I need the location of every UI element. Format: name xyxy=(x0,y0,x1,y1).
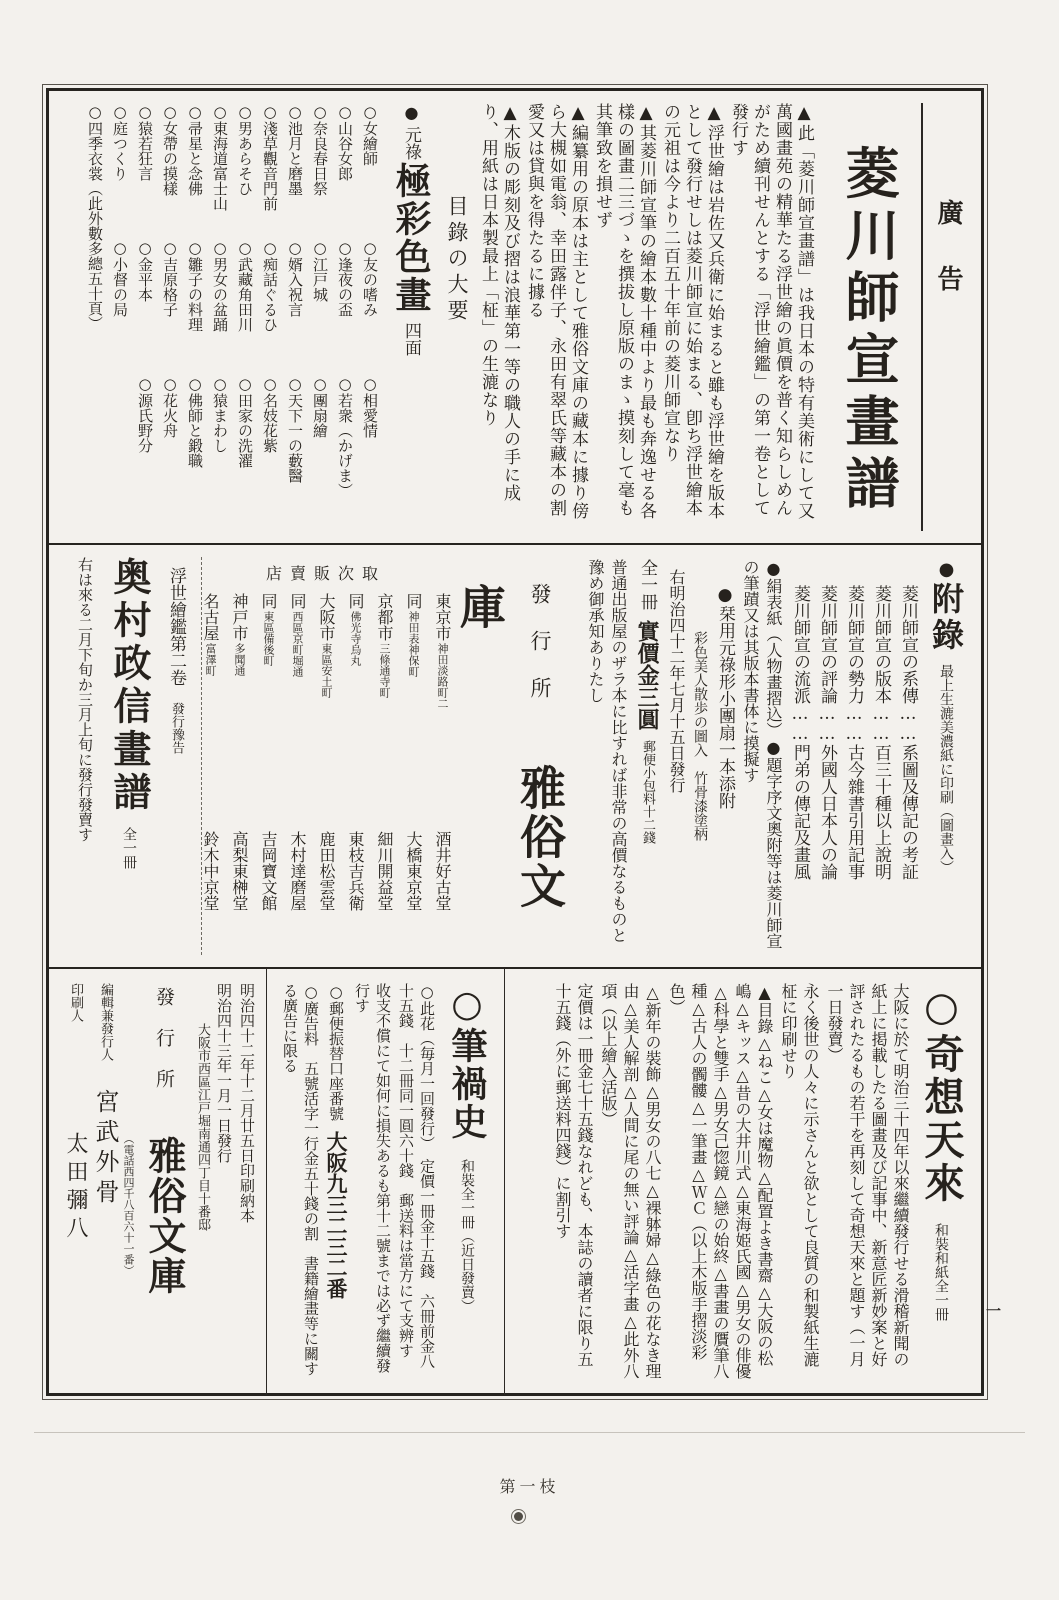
toc-item: ○武藏角田川 xyxy=(236,239,254,332)
distributor-street: 東區備後町 xyxy=(262,611,275,666)
distributors-header: 店賣販次取 xyxy=(265,564,386,583)
section-publisher-info xyxy=(49,543,981,967)
toc-item: ○帚星と念佛 xyxy=(186,103,204,196)
distributor-address xyxy=(370,593,398,831)
printer-label: 印刷人 xyxy=(68,983,83,1022)
kisotenrai-flow xyxy=(505,969,981,1395)
forthcoming-title: 奥村政信畫譜 xyxy=(107,557,152,815)
distributor-city: 京都市 xyxy=(375,593,394,641)
distributor-column xyxy=(428,593,456,953)
distributors-list xyxy=(195,593,457,953)
toc-item: ○猿若狂言 xyxy=(136,103,154,181)
bullet-icon: ● xyxy=(402,103,421,122)
hikkashi-paragraph: ○此花（毎月一回發行） 定價一冊金十五錢 六冊前金八十五錢 十二冊同一圓六十錢 郵送料は當方にて支辨す xyxy=(397,983,436,1369)
section-main-ad xyxy=(49,91,981,543)
toc-item: ○金平本 xyxy=(136,239,154,302)
distributor-column xyxy=(312,593,340,953)
kisotenrai-paragraph: 永く後世の人々に示さんと欲として良質の和製紙生漉柾に印刷せり xyxy=(779,983,820,1367)
bullet-icon: ● xyxy=(936,559,957,580)
postal-transfer-line xyxy=(323,983,349,1381)
postage-amount: 郵便小包料十二錢 xyxy=(640,740,655,844)
distributor-name: 吉岡寶文館 xyxy=(259,831,278,911)
distributor-column xyxy=(254,593,282,953)
toc-item: ○庭つくり xyxy=(111,103,129,181)
editor-label: 編輯兼發行人 xyxy=(98,983,113,1061)
signature-mark: 第一枝 xyxy=(499,1477,560,1496)
ad-paragraph: ▲編纂用の原本は主として雅俗文庫の藏本に據り傍ら大槻如電翁、幸田露伴子、永田有翠氏等藏本の割愛又は貸與を得たるに據る xyxy=(524,103,588,520)
colophon-flow xyxy=(49,969,267,1395)
price-amount: 實價金三圓 xyxy=(634,620,660,730)
distributor-name: 鈴木中京堂 xyxy=(201,831,220,911)
toc-item: ○山谷女郎 xyxy=(336,103,354,181)
hikkashi-heading xyxy=(440,983,494,1381)
toc-item: ○田家の洗濯 xyxy=(236,375,254,468)
toc-item: ○雛子の料理 xyxy=(186,239,204,332)
distributor-street: 多聞通 xyxy=(233,643,246,676)
kisotenrai-paragraph: 定價は一冊金七十五錢なれども、本誌の讀者に限り五十五錢（外に郵送料四錢）に割引す xyxy=(553,983,594,1367)
distributor-name: 東枝吉兵衛 xyxy=(346,831,365,911)
toc-item: ○江戸城 xyxy=(311,239,329,302)
gokusai-era: 元祿 xyxy=(401,126,421,160)
toc-item: ○女帶の摸樣 xyxy=(161,103,179,196)
distributor-street: 東區安土町 xyxy=(320,643,333,698)
toc-item: ○東海道富士山 xyxy=(211,103,229,211)
colophon-publisher-column xyxy=(140,983,188,1381)
toc-heading: 目錄の大要 xyxy=(445,195,469,325)
appendix-item: 菱川師宣の流派……門弟の傳記及畫風 xyxy=(790,585,810,880)
toc-item-list xyxy=(82,103,382,531)
colophon-publisher-role: 發行所 xyxy=(153,987,175,1110)
bookmark-note: ●栞用元祿形小團扇一本添附 xyxy=(715,585,735,809)
toc-item: ○男女の盆踊 xyxy=(211,239,229,332)
main-ad-flow xyxy=(49,91,981,543)
appendix-title: 附錄 xyxy=(927,582,965,654)
kisotenrai-ad xyxy=(504,969,981,1395)
distributor-column xyxy=(225,593,253,953)
toc-item: ○若衆（かげま） xyxy=(336,375,354,498)
margin-mark: 一 xyxy=(986,1302,1002,1320)
printer-name: 太田彌八 xyxy=(63,1132,88,1244)
ad-rate-line: ○廣告料 五號活字一行金五十錢の割 書籍繪畫等に關する廣告に限る xyxy=(281,983,320,1376)
distributor-street: 神田表神保町 xyxy=(407,611,420,677)
toc-item: ○小督の局 xyxy=(111,239,129,317)
forthcoming-label: 發行豫告 xyxy=(169,702,184,754)
volume-label: 全一冊 xyxy=(637,559,657,610)
forthcoming-note: 右は來る二月下旬か三月上旬に發行發賣す xyxy=(76,557,94,842)
distributor-address xyxy=(254,593,282,831)
distributor-street: 三條通寺町 xyxy=(378,643,391,698)
distributor-name: 高梨東榊堂 xyxy=(230,831,249,911)
distributor-city: 同 xyxy=(288,593,307,609)
toc-item: ○婿入祝言 xyxy=(286,239,304,317)
toc-item: ○痴話ぐるひ xyxy=(261,239,279,332)
toc-item: ○逢夜の盃 xyxy=(336,239,354,317)
hikkashi-binding: 和裝全一冊（近日發賣） xyxy=(459,1159,475,1313)
footer-rule xyxy=(34,1432,1025,1433)
toc-item: ○猿まわし xyxy=(211,375,229,453)
print-date: 明治四十二年十二月廿五日印刷納本 xyxy=(238,983,256,1223)
appendix-item: 菱川師宣の系傳……系圖及傳記の考証 xyxy=(898,585,918,880)
toc-item: ○花火舟 xyxy=(161,375,179,438)
hikkashi-title: ○筆禍史 xyxy=(446,983,488,1141)
toc-item: ○友の嗜み xyxy=(361,239,379,317)
distributor-name: 鹿田松雲堂 xyxy=(317,831,336,911)
toc-item: ○四季衣裳（此外數多總五十頁） xyxy=(86,103,104,331)
price-line xyxy=(632,559,662,953)
toc-item: ○源氏野分 xyxy=(136,375,154,453)
kisotenrai-paragraph: ▲目錄△ねこ△女は魔物△配置よき書齋△大阪の松嶋△キッス△昔の大井川式△東海姫氏國△男女の俳優△科學と雙手△男女己惚鏡△戀の始終△書畫の贋筆八種△古人の髑髏△一筆畫△ＷＣ（以上木版手摺淡彩色） xyxy=(667,983,774,1379)
distributor-address xyxy=(225,593,253,831)
distributor-address xyxy=(428,593,456,831)
toc-item: ○佛師と鍛職 xyxy=(186,375,204,468)
kisotenrai-title: ○奇想天來 xyxy=(918,983,965,1205)
publisher-column xyxy=(450,559,570,953)
distributor-address xyxy=(312,593,340,831)
ad-paragraph: ▲木版の彫刻及び摺は浪華第一等の職人の手に成り、用紙は日本製最上「柾」の生漉なり xyxy=(478,103,520,502)
distributor-city: 同 xyxy=(259,593,278,609)
appendix-item: 菱川師宣の版本……百三十種以上說明 xyxy=(871,585,891,880)
distributor-city: 大阪市 xyxy=(317,593,336,641)
price-caveat: 普通出版屋のザラ本に比すれば非常の高價なるものと豫め御承知ありたし xyxy=(586,559,628,943)
issue-date: 明治四十三年一月一日發行 xyxy=(215,983,233,1163)
printer-column xyxy=(61,983,89,1381)
colophon-block xyxy=(49,969,267,1395)
kisotenrai-binding: 和裝和紙全一冊 xyxy=(933,1223,949,1321)
toc-item: ○團扇繪 xyxy=(311,375,329,438)
distributor-address xyxy=(341,593,369,831)
appendix-heading xyxy=(924,559,968,953)
distributor-name: 細川開益堂 xyxy=(375,831,394,911)
appendix-note: 最上生漉美濃紙に印刷（圖畫入） xyxy=(938,664,954,874)
forthcoming-title-column xyxy=(101,557,157,955)
colophon-publisher-name: 雅俗文庫 xyxy=(142,1136,187,1296)
editor-column xyxy=(91,983,119,1381)
publisher-name: 雅俗文庫 xyxy=(453,583,567,911)
distributor-street: 神田淡路町二 xyxy=(436,643,449,709)
toc-item: ○奈良春日祭 xyxy=(311,103,329,196)
distributor-city: 同 xyxy=(346,593,365,609)
series-title: 浮世繪鑑第二卷 xyxy=(166,567,186,686)
forthcoming-series xyxy=(161,557,191,955)
distributor-name: 木村達磨屋 xyxy=(288,831,307,911)
toc-item: ○名妓花紫 xyxy=(261,375,279,453)
forthcoming-block xyxy=(51,557,202,955)
postal-label: ○郵便振替口座番號 xyxy=(327,983,345,1121)
distributor-city: 名古屋 xyxy=(201,593,220,641)
distributor-address xyxy=(399,593,427,831)
appendix-item: 菱川師宣の評論……外國人日本人の論 xyxy=(817,585,837,880)
publisher-role: 發行所 xyxy=(528,583,552,724)
distributor-street: 西區京町堀通 xyxy=(291,611,304,677)
ad-paragraph: ▲其菱川師宣筆の繪本數十種中より最も奔逸せる各樣の圖畫二三づゝを撰拔し原版のまゝ摸刻して毫も其筆致を損せず xyxy=(592,103,656,520)
distributor-column xyxy=(370,593,398,953)
distributor-name: 酒井好古堂 xyxy=(433,831,452,911)
issue-date-line: 右明治四十二年七月十五日發行 xyxy=(667,569,686,793)
toc-item: ○吉原格子 xyxy=(161,239,179,317)
distributor-city: 神戸市 xyxy=(230,593,249,641)
distributor-street: 佛光寺烏丸 xyxy=(349,611,362,666)
hikkashi-paragraph: 收支不償にて如何に損失あるも第十二號までは必ず繼續發行す xyxy=(353,983,392,1373)
toc-item: ○相愛情 xyxy=(361,375,379,438)
gokusai-count: 四面 xyxy=(401,322,421,356)
hikkashi-ad xyxy=(266,969,505,1395)
distributor-name: 大橋東京堂 xyxy=(404,831,423,911)
distributor-street: 富澤町 xyxy=(204,643,217,676)
page-border-frame xyxy=(46,88,984,1396)
telephone-number: （電話西四千八百六十一番） xyxy=(122,1133,135,1276)
publisher-address: 大阪市西區江戸堀南通四丁目十番邸 xyxy=(195,1023,210,1231)
toc-item: ○男あらそひ xyxy=(236,103,254,196)
hikkashi-flow xyxy=(267,969,505,1395)
toc-item: ○女繪師 xyxy=(361,103,379,166)
distributor-city: 同 xyxy=(404,593,423,609)
toc-item: ○天下一の藪醫 xyxy=(286,375,304,483)
distributor-city: 東京市 xyxy=(433,593,452,641)
kisotenrai-paragraph: 大阪に於て明治三十四年以來繼續發行せる滑稽新聞の紙上に掲載したる圖畫及び記事中、新意匠新妙案と好評されたるもの若干を再刻して奇想天來と題す（一月一日發賣） xyxy=(825,983,910,1367)
ad-paragraph: ▲此「菱川師宣畫譜」は我日本の特有美術にして又萬國畫苑の精華たる浮世繪の眞價を普く知らしめんがため續刊せんとする「浮世繪鑑」の第一卷として發行す xyxy=(728,103,814,520)
postal-number: 大阪九三二三二番 xyxy=(324,1131,349,1299)
editor-name: 宮武外骨 xyxy=(91,1089,119,1209)
distributor-column xyxy=(399,593,427,953)
gokusai-heading xyxy=(385,103,437,531)
ad-paragraph: ▲浮世繪は岩佐又兵衛に始まると雖も浮世繪を版本として發行せしは菱川師宣に始まる、卽ち浮世繪本の元祖は今より二百五十年前の菱川師宣なり xyxy=(660,103,724,520)
cover-note: ●絹表紙（人物畫摺込）●題字序文奧附等は菱川師宣の筆蹟又は其版本書体に摸擬す xyxy=(741,559,783,949)
gokusai-title: 極彩色畫 xyxy=(390,162,432,314)
distributor-column xyxy=(341,593,369,953)
advertisement-label: 廣告 xyxy=(921,103,973,531)
registration-dot-icon xyxy=(514,1512,523,1521)
book-title: 菱川師宣畫譜 xyxy=(837,145,901,517)
distributor-column xyxy=(283,593,311,953)
toc-item: ○淺草觀音門前 xyxy=(261,103,279,211)
distributors-block xyxy=(195,561,457,953)
appendix-item: 菱川師宣の勢力……古今雜書引用記事 xyxy=(844,585,864,880)
fan-detail-note: 彩色美人散歩の圖入 竹骨漆塗柄 xyxy=(692,631,708,841)
forthcoming-volume: 全一冊 xyxy=(121,827,137,869)
kisotenrai-heading xyxy=(914,983,968,1381)
toc-item: ○池月と磨墨 xyxy=(286,103,304,196)
kisotenrai-paragraph: △新年の裝飾△男女の八七△裸躰婦△綠色の花なき理由△美人解剖△人間に尾の無い評論△活字畫△此外八項（以上繪入活版） xyxy=(599,983,662,1379)
distributor-address xyxy=(283,593,311,831)
section-other-ads xyxy=(49,967,981,1395)
